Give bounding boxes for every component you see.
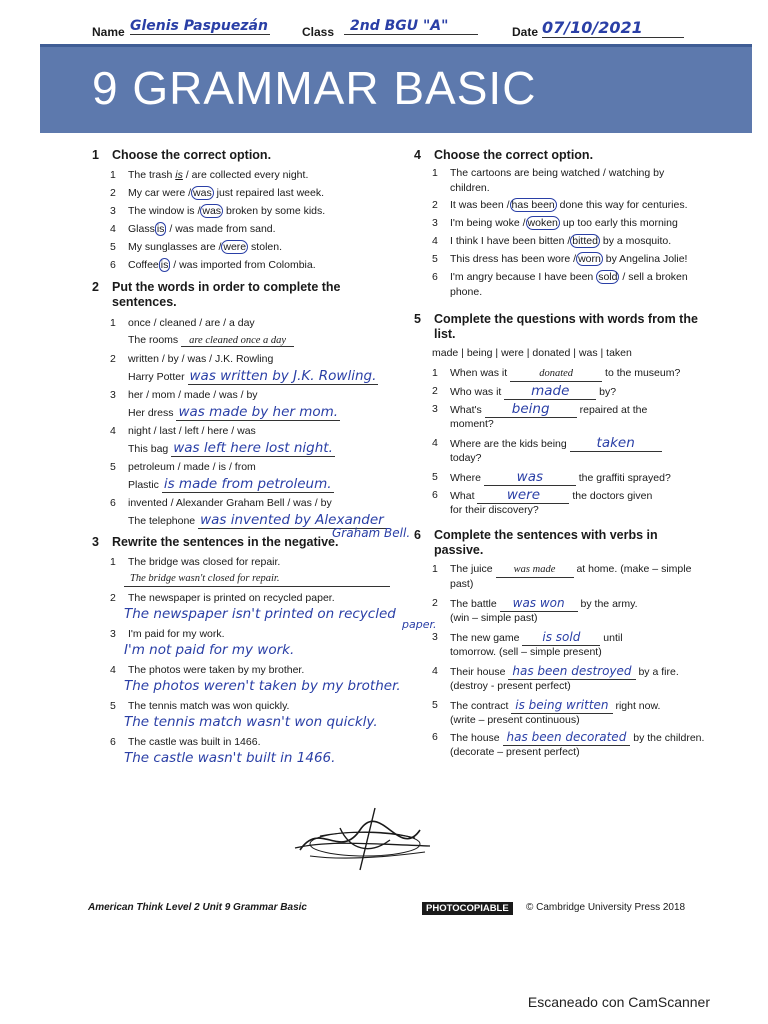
answer-text: was invented by Alexander	[200, 512, 384, 528]
item-text: Where are the kids being taken	[450, 436, 662, 452]
item-number: 3	[110, 628, 116, 640]
item-continuation: for their discovery?	[450, 504, 539, 516]
prompt-sentence: The bridge was closed for repair.	[128, 556, 281, 568]
item-text: What were the doctors given	[450, 487, 653, 503]
item-continuation: phone.	[450, 286, 483, 298]
item-number: 4	[432, 437, 438, 449]
item-continuation: today?	[450, 452, 482, 464]
item-text: The house has been decorated by the children.	[450, 730, 705, 744]
item-number: 2	[110, 592, 116, 604]
option-choice: were	[223, 241, 247, 253]
item-number: 2	[432, 199, 438, 211]
exercise-number: 4	[414, 148, 421, 162]
option-choice: was	[202, 205, 222, 217]
photocopiable-badge: PHOTOCOPIABLE	[422, 902, 513, 915]
answer-text: has been destroyed	[508, 664, 635, 680]
class-label: Class	[302, 25, 335, 39]
answer-line	[128, 405, 428, 421]
answer-line	[128, 333, 428, 348]
item-number: 6	[110, 736, 116, 748]
item-continuation: children.	[450, 182, 490, 194]
word-prompt: night / last / left / here / was	[128, 425, 256, 437]
item-continuation: tomorrow. (sell – simple present)	[450, 646, 602, 658]
answer-text: is made from petroleum.	[163, 476, 332, 492]
item-number: 5	[432, 471, 438, 483]
option-choice: sold	[598, 271, 618, 283]
item-number: 5	[110, 700, 116, 712]
item-text: What's being repaired at the	[450, 401, 648, 417]
item-text: I'm being woke / woken up too early this morning	[450, 217, 678, 229]
sentence-lead: The rooms	[128, 334, 182, 346]
item-text: Where was the graffiti sprayed?	[450, 469, 671, 485]
item-number: 4	[110, 223, 116, 235]
item-number: 3	[432, 217, 438, 229]
option-choice: is	[156, 223, 165, 235]
exercise-6	[414, 528, 724, 768]
word-prompt: her / mom / made / was / by	[128, 389, 258, 401]
footer	[88, 902, 708, 913]
answer-text: The newspaper isn't printed on recycled	[124, 606, 396, 622]
answer-continuation: paper.	[402, 618, 437, 631]
answer-text: I'm not paid for my work.	[124, 642, 295, 658]
item-number: 1	[432, 367, 438, 379]
exercise-2	[92, 280, 422, 540]
item-text: I'm angry because I have been sold / sell a broken	[450, 271, 688, 283]
exercise-title: Choose the correct option.	[434, 148, 594, 162]
answer-text: taken	[570, 436, 662, 452]
answer-text: The tennis match wasn't won quickly.	[124, 714, 378, 730]
answer-text: is being written	[511, 698, 612, 714]
sentence-lead: Her dress	[128, 407, 177, 419]
class-value: 2nd BGU "A"	[344, 18, 478, 35]
student-info	[92, 18, 692, 44]
answer-text: was left here lost night.	[173, 440, 333, 456]
item-text: Glass is / was made from sand.	[128, 223, 276, 235]
answer-text: The bridge wasn't closed for repair.	[124, 571, 390, 587]
item-text: When was it donated to the museum?	[450, 366, 680, 382]
answer-text: donated	[510, 366, 602, 382]
answer-text: was made by her mom.	[178, 404, 339, 420]
option-choice: is	[160, 259, 169, 271]
answer-text: The castle wasn't built in 1466.	[124, 750, 336, 766]
exercise-number: 2	[92, 280, 99, 294]
word-prompt: written / by / was / J.K. Rowling	[128, 353, 274, 365]
exercise-title: Complete the sentences with verbs in passive.	[434, 528, 658, 557]
footer-left: American Think Level 2 Unit 9 Grammar Basic	[88, 902, 307, 913]
exercise-title: Choose the correct option.	[112, 148, 272, 162]
item-number: 2	[110, 353, 116, 365]
prompt-sentence: The castle was built in 1466.	[128, 736, 261, 748]
signature	[280, 800, 450, 880]
item-continuation: past)	[450, 578, 474, 590]
item-number: 1	[110, 317, 116, 329]
item-number: 5	[110, 461, 116, 473]
item-number: 1	[110, 556, 116, 568]
exercise-number: 3	[92, 535, 99, 549]
item-number: 2	[432, 385, 438, 397]
item-number: 3	[432, 403, 438, 415]
item-number: 5	[432, 699, 438, 711]
item-number: 6	[432, 271, 438, 283]
scanner-watermark: Escaneado con CamScanner	[527, 994, 710, 1010]
item-continuation: moment?	[450, 418, 494, 430]
item-number: 4	[432, 665, 438, 677]
word-list: made | being | were | donated | was | taken	[432, 347, 632, 359]
answer-text: being	[485, 402, 577, 418]
item-text: My car were / was just repaired last week.	[128, 187, 325, 199]
exercise-number: 5	[414, 312, 421, 326]
option-choice: is	[175, 169, 183, 181]
exercise-5	[414, 312, 714, 522]
item-text: Who was it made by?	[450, 383, 617, 399]
prompt-sentence: The photos were taken by my brother.	[128, 664, 305, 676]
date-value: 07/10/2021	[542, 18, 684, 38]
item-number: 3	[110, 389, 116, 401]
item-number: 4	[110, 664, 116, 676]
item-number: 1	[110, 169, 116, 181]
answer-text: are cleaned once a day	[181, 335, 294, 347]
item-number: 6	[432, 731, 438, 743]
word-prompt: once / cleaned / are / a day	[128, 317, 255, 329]
prompt-sentence: The newspaper is printed on recycled paper.	[128, 592, 335, 604]
answer-text: was made	[496, 562, 574, 578]
option-choice: was	[193, 187, 212, 199]
item-text: I think I have been bitten / bitted by a mosquito.	[450, 235, 672, 247]
item-text: The new game is sold until	[450, 630, 623, 644]
item-number: 5	[110, 241, 116, 253]
item-continuation: (write – present continuous)	[450, 714, 580, 726]
sentence-lead: Harry Potter	[128, 371, 188, 383]
word-prompt: invented / Alexander Graham Bell / was / by	[128, 497, 332, 509]
sentence-lead: The telephone	[128, 515, 199, 527]
item-text: The contract is being written right now.	[450, 698, 661, 712]
item-number: 2	[110, 187, 116, 199]
answer-text: was written by J.K. Rowling.	[189, 368, 377, 384]
item-text: The window is / was broken by some kids.	[128, 205, 326, 217]
date-label: Date	[512, 25, 539, 39]
answer-text: was	[484, 470, 576, 486]
item-text: The battle was won by the army.	[450, 596, 638, 610]
exercise-title: Rewrite the sentences in the negative.	[112, 535, 339, 549]
option-choice: worn	[578, 253, 601, 265]
option-choice: woken	[527, 217, 558, 229]
exercise-1	[92, 148, 392, 278]
item-number: 2	[432, 597, 438, 609]
item-number: 3	[110, 205, 116, 217]
answer-text: has been decorated	[503, 730, 631, 746]
answer-text: was won	[500, 596, 578, 612]
item-number: 1	[432, 563, 438, 575]
title-banner	[40, 44, 752, 133]
item-continuation: (destroy - present perfect)	[450, 680, 571, 692]
option-choice: bitted	[572, 235, 598, 247]
item-number: 6	[110, 497, 116, 509]
item-text: The cartoons are being watched / watching by	[450, 167, 665, 179]
answer-line	[128, 369, 428, 385]
item-number: 6	[110, 259, 116, 271]
item-number: 4	[110, 425, 116, 437]
sentence-lead: Plastic	[128, 479, 162, 491]
option-choice: has been	[511, 199, 555, 211]
sentence-lead: This bag	[128, 443, 172, 455]
item-text: My sunglasses are / were stolen.	[128, 241, 282, 253]
item-text: It was been / has been done this way for centuries.	[450, 199, 688, 211]
prompt-sentence: The tennis match was won quickly.	[128, 700, 290, 712]
answer-continuation: Graham Bell.	[332, 526, 411, 540]
item-number: 5	[432, 253, 438, 265]
prompt-sentence: I'm paid for my work.	[128, 628, 225, 640]
exercise-title: Complete the questions with words from the list.	[434, 312, 698, 341]
exercise-3	[92, 535, 442, 775]
item-continuation: (win – simple past)	[450, 612, 538, 624]
answer-line	[128, 477, 428, 493]
item-text: This dress has been wore / worn by Angelina Jolie!	[450, 253, 688, 265]
item-continuation: (decorate – present perfect)	[450, 746, 580, 758]
page-title: 9 GRAMMAR BASIC	[92, 62, 537, 114]
exercise-number: 6	[414, 528, 421, 542]
item-text: The juice was made at home. (make – simple	[450, 562, 691, 578]
word-prompt: petroleum / made / is / from	[128, 461, 256, 473]
answer-line	[128, 441, 428, 457]
item-number: 4	[432, 235, 438, 247]
item-number: 3	[432, 631, 438, 643]
exercise-number: 1	[92, 148, 99, 162]
exercise-title: Put the words in order to complete the sentences.	[112, 280, 341, 309]
answer-text: The photos weren't taken by my brother.	[124, 678, 401, 694]
item-number: 1	[432, 167, 438, 179]
answer-text: made	[504, 384, 596, 400]
name-label: Name	[92, 25, 125, 39]
item-text: The trash is / are collected every night.	[128, 169, 309, 181]
item-text: Coffee is / was imported from Colombia.	[128, 259, 316, 271]
footer-copyright: © Cambridge University Press 2018	[526, 902, 686, 913]
item-text: Their house has been destroyed by a fire.	[450, 664, 679, 678]
exercise-4	[414, 148, 714, 308]
name-value: Glenis Paspuezán	[130, 18, 270, 35]
answer-text: were	[477, 488, 569, 504]
answer-text: is sold	[522, 630, 600, 646]
item-number: 6	[432, 489, 438, 501]
